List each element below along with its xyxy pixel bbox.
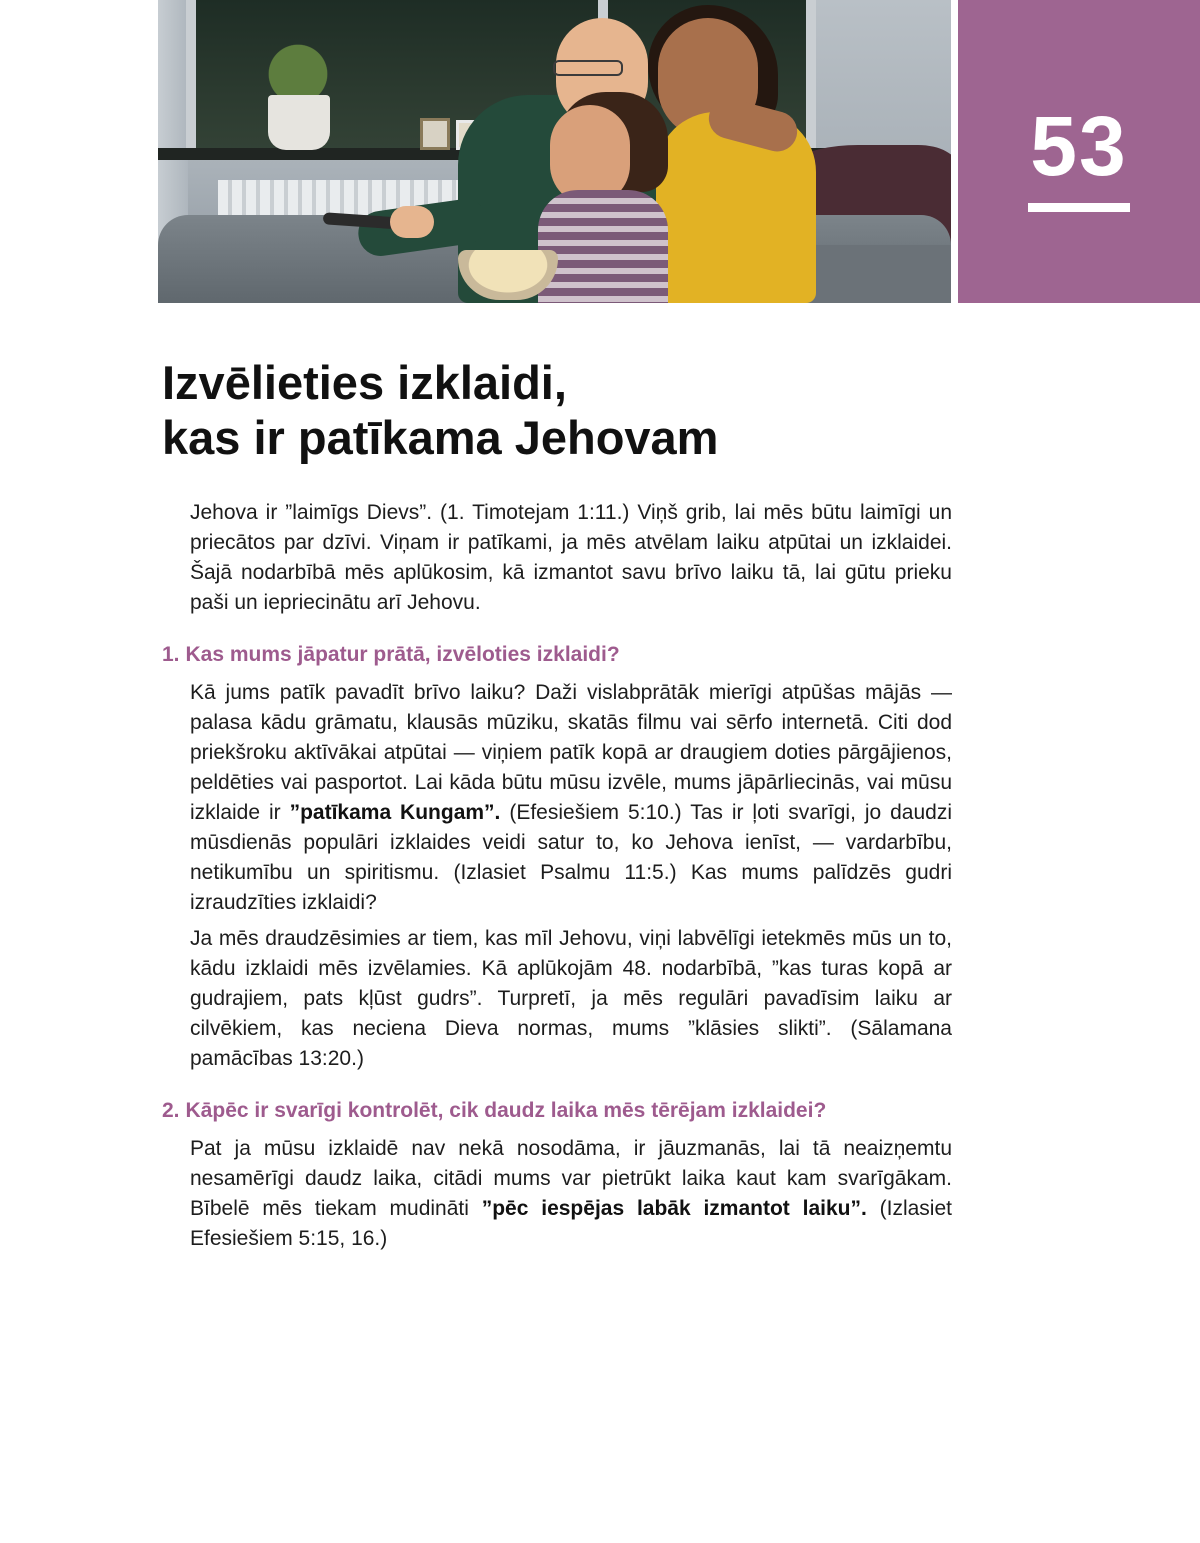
section-1-question: Kas mums jāpatur prātā, izvēloties izklaidi? xyxy=(185,643,620,666)
section-2-heading xyxy=(162,1096,952,1126)
page-title-line-1: Izvēlieties izklaidi, xyxy=(162,356,567,409)
section-1-paragraph-1-text-b: (Efesiešiem 5:10.) Tas ir ļoti svarīgi, jo daudzi mūsdienās populāri izklaides veidi satur to, ko Jehova ienīst, — vardarbību, netikumību un spiritismu. (Izlasiet Psalmu 11:5.) Kas mums palīdzēs gudri izraudzīties izklaidi? xyxy=(190,801,953,914)
section-1-number: 1. xyxy=(162,643,180,666)
section-1-scripture-quote: ”patīkama Kungam”. xyxy=(289,801,501,824)
section-1-paragraph-1 xyxy=(190,678,952,918)
intro-paragraph: Jehova ir ”laimīgs Dievs”. (1. Timotejam 1:11.) Viņš grib, lai mēs būtu laimīgi un priecātos par dzīvi. Viņam ir patīkami, ja mēs atvēlam laiku atpūtai un izklaidei. Šajā nodarbībā mēs aplūkosim, kā izmantot savu brīvo laiku tā, lai gūtu prieku paši un iepriecinātu arī Jehovu. xyxy=(190,501,952,614)
section-1-heading xyxy=(162,640,952,670)
section-2 xyxy=(162,1096,952,1254)
section-1 xyxy=(162,640,952,1074)
header-photo-family-watching-tv xyxy=(158,0,951,303)
chapter-number: 53 xyxy=(1030,99,1128,193)
section-1-paragraph-2: Ja mēs draudzēsimies ar tiem, kas mīl Jehovu, viņi labvēlīgi ietekmēs mūs un to, kādu izklaidi mēs izvēlamies. Kā aplūkojām 48. nodarbībā, ”kas turas kopā ar gudrajiem, pats kļūst gudrs”. Turpretī, ja mēs regulāri pavadīsim laiku ar cilvēkiem, kas neciena Dieva normas, mums ”klāsies slikti”. (Sālamana pamācības 13:20.) xyxy=(190,927,952,1070)
section-2-question: Kāpēc ir svarīgi kontrolēt, cik daudz laika mēs tērējam izklaidei? xyxy=(185,1099,827,1122)
section-2-paragraph-1 xyxy=(190,1134,952,1254)
page-title xyxy=(162,355,962,465)
section-2-paragraph-1-text-b: (Izlasiet Efesiešiem 5:15, 16.) xyxy=(190,1197,952,1250)
section-2-paragraph-1-text-a: Pat ja mūsu izklaidē nav nekā nosodāma, ir jāuzmanās, lai tā neaizņemtu nesamērīgi daudz laika, citādi mums var pietrūkt laika kaut kam svarīgākam. Bībelē mēs tiekam mudināti xyxy=(190,1137,952,1220)
chapter-number-block xyxy=(958,0,1200,303)
section-2-number: 2. xyxy=(162,1099,180,1122)
chapter-underline xyxy=(1028,203,1130,212)
page-title-line-2: kas ir patīkama Jehovam xyxy=(162,411,719,464)
lesson-content xyxy=(162,498,952,1276)
section-1-paragraph-1-text-a: Kā jums patīk pavadīt brīvo laiku? Daži vislabprātāk mierīgi atpūšas mājās — palasa kādu grāmatu, klausās mūziku, skatās filmu vai sērfo internetā. Citi dod priekšroku aktīvākai atpūtai — viņiem patīk kopā ar draugiem doties pārgājienos, peldēties vai pasportot. Lai kāda būtu mūsu izvēle, mums jāpārliecinās, vai mūsu izklaide ir xyxy=(190,681,952,824)
section-2-scripture-quote: ”pēc iespējas labāk izmantot laiku”. xyxy=(481,1197,867,1220)
